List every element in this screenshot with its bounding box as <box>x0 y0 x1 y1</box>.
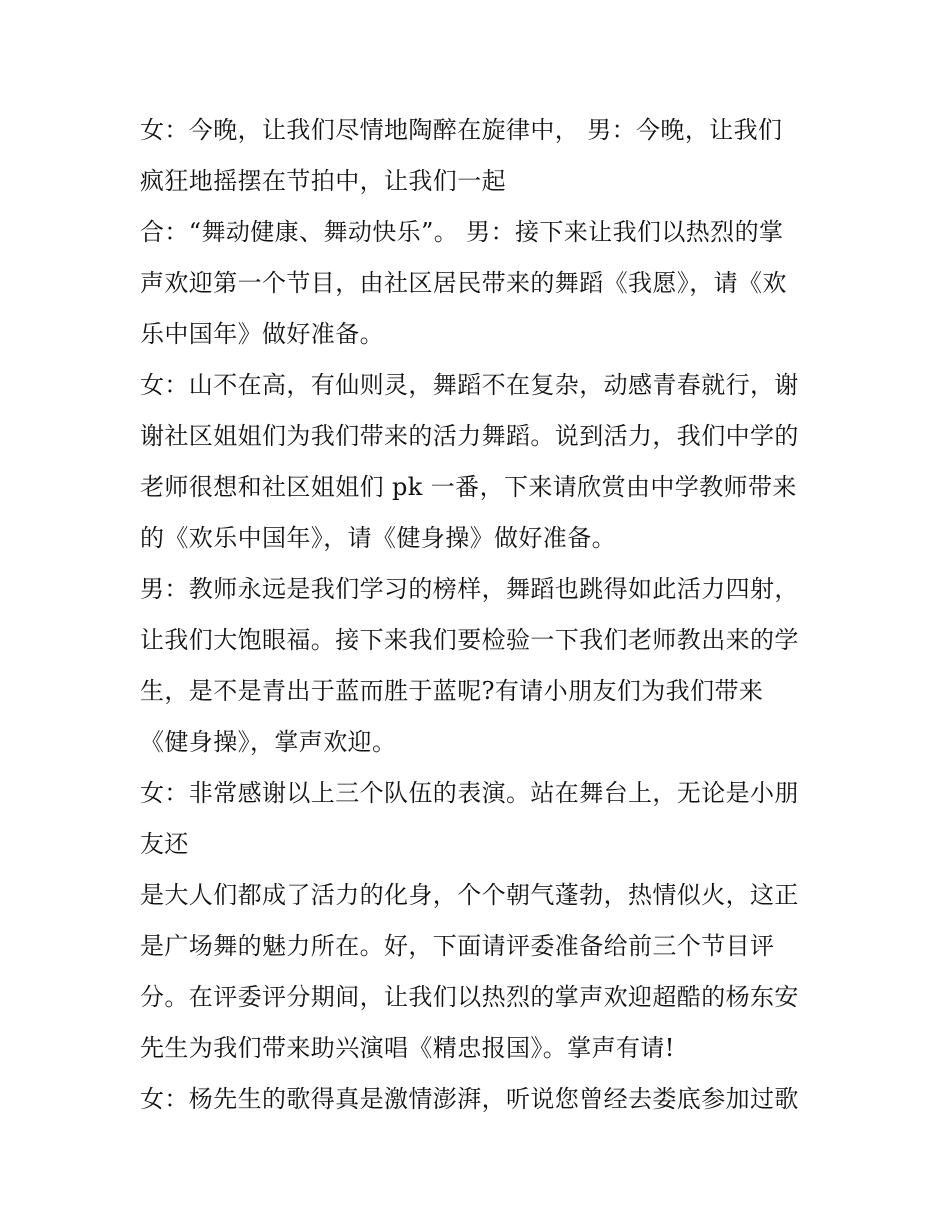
text-line: 生，是不是青出于蓝而胜于蓝呢?有请小朋友们为我们带来 <box>140 677 764 705</box>
text-line: 先生为我们带来助兴演唱《精忠报国》。掌声有请! <box>140 1034 675 1062</box>
text-line: 分。在评委评分期间，让我们以热烈的掌声欢迎超酷的杨东安 <box>140 983 799 1011</box>
text-line: 的《欢乐中国年》，请《健身操》做好准备。 <box>140 524 616 552</box>
text-line: 是广场舞的魅力所在。好，下面请评委准备给前三个节目评 <box>140 932 775 960</box>
text-line: 疯狂地摇摆在节拍中，让我们一起 <box>140 167 506 195</box>
text-line: 女：今晚，让我们尽情地陶醉在旋律中， 男：今晚，让我们 <box>140 116 783 144</box>
text-line: 让我们大饱眼福。接下来我们要检验一下我们老师教出来的学 <box>140 626 799 654</box>
text-line: 男：教师永远是我们学习的榜样，舞蹈也跳得如此活力四射， <box>140 575 799 603</box>
text-line: 谢社区姐姐们为我们带来的活力舞蹈。说到活力，我们中学的 <box>140 422 799 450</box>
text-line: 声欢迎第一个节目，由社区居民带来的舞蹈《我愿》，请《欢 <box>140 269 787 297</box>
text-line: 是大人们都成了活力的化身，个个朝气蓬勃，热情似火，这正 <box>140 881 799 909</box>
text-line: 女：非常感谢以上三个队伍的表演。站在舞台上，无论是小朋 <box>140 779 799 807</box>
text-line: 《健身操》，掌声欢迎。 <box>140 728 397 756</box>
text-line: 女：山不在高，有仙则灵，舞蹈不在复杂，动感青春就行，谢 <box>140 371 799 399</box>
text-line: 乐中国年》做好准备。 <box>140 320 384 348</box>
document-body <box>140 108 820 1128</box>
text-line: 女：杨先生的歌得真是激情澎湃，听说您曾经去娄底参加过歌 <box>140 1085 799 1113</box>
text-line: 合：“舞动健康、舞动快乐”。 男：接下来让我们以热烈的掌 <box>140 218 784 246</box>
text-line: 友还 <box>140 830 189 858</box>
text-line: 老师很想和社区姐姐们 pk 一番，下来请欣赏由中学教师带来 <box>140 473 797 501</box>
